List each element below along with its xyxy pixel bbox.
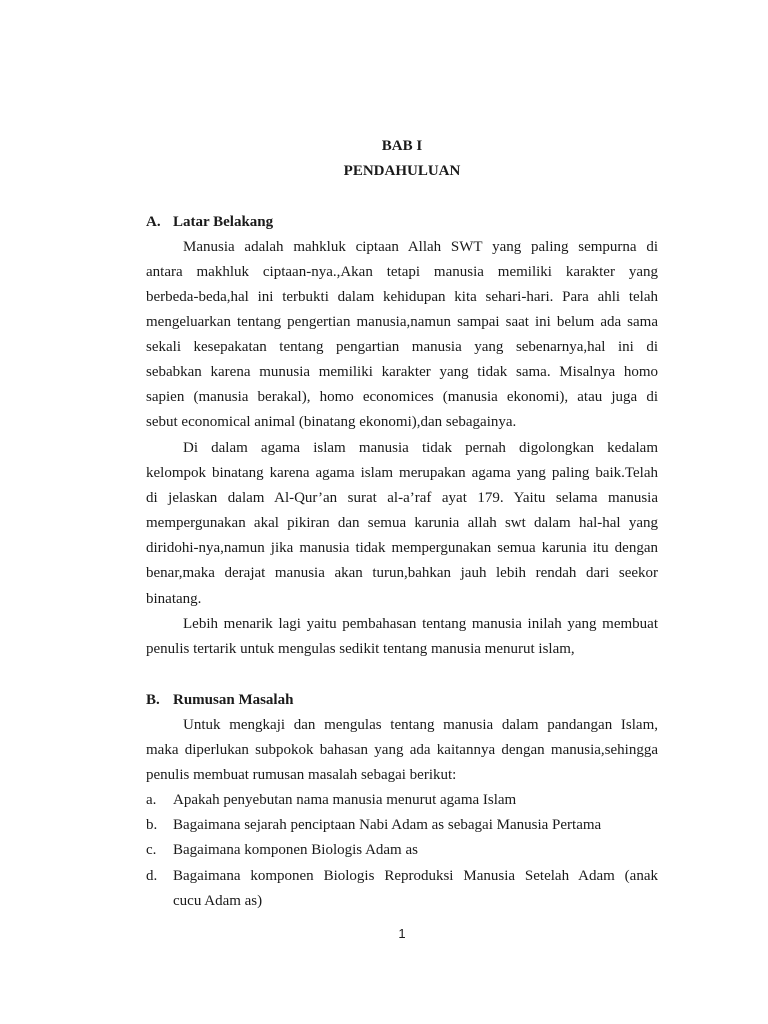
section-b-title: Rumusan Masalah <box>173 692 294 708</box>
list-item: Bagaimana komponen Biologis Reproduksi Manusia Setelah Adam (anak <box>173 868 658 884</box>
paragraph-line: Manusia adalah mahkluk ciptaan Allah SWT yang paling sempurna di <box>183 239 658 255</box>
paragraph-line: antara makhluk ciptaan-nya.,Akan tetapi manusia memiliki karakter yang <box>146 264 658 280</box>
paragraph-line: diridohi-nya,namun jika manusia tidak mempergunakan semua karunia itu dengan <box>146 540 658 556</box>
paragraph-line: sapien (manusia berakal), homo economices (manusia ekonomi), atau juga di <box>146 389 658 405</box>
section-b-heading <box>146 690 293 710</box>
paragraph-line: Lebih menarik lagi yaitu pembahasan tentang manusia inilah yang membuat <box>183 616 658 632</box>
paragraph-line: berbeda-beda,hal ini terbukti dalam kehidupan kita sehari-hari. Para ahli telah <box>146 289 658 305</box>
paragraph-line: binatang. <box>146 591 202 607</box>
chapter-title: PENDAHULUAN <box>343 163 461 179</box>
section-a-title: Latar Belakang <box>173 214 274 230</box>
paragraph-line: benar,maka derajat manusia akan turun,bahkan jauh lebih rendah dari seekor <box>146 565 658 581</box>
section-a-label: A. <box>146 214 161 230</box>
chapter-number: BAB I <box>381 138 423 154</box>
section-a-heading <box>146 212 273 232</box>
paragraph-line: penulis membuat rumusan masalah sebagai berikut: <box>146 767 457 783</box>
list-item: Bagaimana sejarah penciptaan Nabi Adam as sebagai Manusia Pertama <box>173 817 602 833</box>
list-item: Bagaimana komponen Biologis Adam as <box>173 842 418 858</box>
paragraph-line: mengeluarkan tentang pengertian manusia,namun sampai saat ini belum ada sama <box>146 314 658 330</box>
list-item: cucu Adam as) <box>173 893 263 909</box>
paragraph-line: Di dalam agama islam manusia tidak pernah digolongkan kedalam <box>183 440 658 456</box>
paragraph-line: Untuk mengkaji dan mengulas tentang manusia dalam pandangan Islam, <box>183 717 658 733</box>
paragraph-line: sekali kesepakatan tentang pengartian manusia yang sebenarnya,hal ini di <box>146 339 658 355</box>
list-item: Apakah penyebutan nama manusia menurut agama Islam <box>173 792 517 808</box>
list-marker: c. <box>146 842 157 858</box>
paragraph-line: mempergunakan akal pikiran dan semua karunia allah swt dalam hal-hal yang <box>146 515 658 531</box>
paragraph-line: di jelaskan dalam Al-Qur’an surat al-a’raf ayat 179. Yaitu selama manusia <box>146 490 658 506</box>
paragraph-line: sebut economical animal (binatang ekonomi),dan sebagainya. <box>146 414 517 430</box>
paragraph-line: kelompok binatang karena agama islam merupakan agama yang paling baik.Telah <box>146 465 658 481</box>
page-number: 1 <box>398 926 406 941</box>
paragraph-line: maka diperlukan subpokok bahasan yang ada kaitannya dengan manusia,sehingga <box>146 742 658 758</box>
paragraph-line: penulis tertarik untuk mengulas sedikit tentang manusia menurut islam, <box>146 641 575 657</box>
section-b-label: B. <box>146 692 160 708</box>
list-marker: d. <box>146 868 158 884</box>
paragraph-line: sebabkan karena munusia memiliki karakter yang tidak sama. Misalnya homo <box>146 364 658 380</box>
list-marker: b. <box>146 817 158 833</box>
list-marker: a. <box>146 792 157 808</box>
